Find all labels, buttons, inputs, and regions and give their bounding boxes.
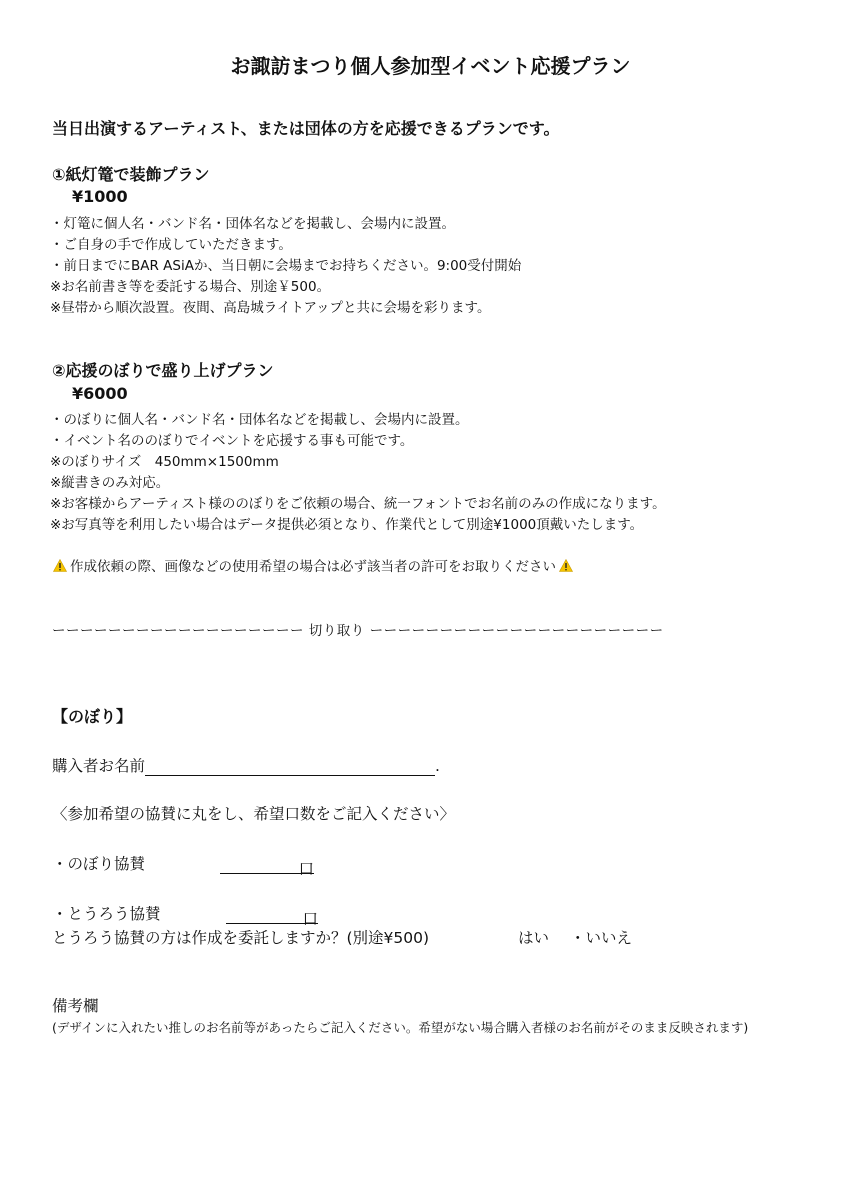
- warning-icon: [53, 559, 67, 572]
- cut-label: 切り取り: [308, 623, 365, 639]
- nobori-unit: 口: [298, 860, 314, 878]
- plan-1-line: ・前日までにBAR ASiAか、当日朝に会場までお持ちください。9:00受付開始: [50, 258, 522, 274]
- commission-no-option[interactable]: ・いいえ: [570, 929, 633, 947]
- cut-line: [52, 619, 664, 639]
- buyer-name-label: 購入者お名前: [52, 757, 146, 775]
- nobori-count-field[interactable]: [220, 857, 314, 878]
- plan-2-line: ※お客様からアーティスト様ののぼりをご依頼の場合、統一フォントでお名前のみの作成になります。: [50, 496, 666, 512]
- tourou-label: ・とうろう協賛: [52, 905, 161, 923]
- plan-2-price: ¥6000: [72, 384, 128, 403]
- buyer-name-suffix: .: [435, 757, 440, 775]
- plan-1-price: ¥1000: [72, 187, 128, 206]
- plan-1-line: ・ご自身の手で作成していただきます。: [50, 237, 292, 253]
- plan-1-line: ※お名前書き等を委託する場合、別途￥500。: [50, 279, 331, 295]
- intro-text: 当日出演するアーティスト、または団体の方を応援できるプランです。: [52, 119, 560, 138]
- tourou-row: [52, 902, 318, 928]
- plan-2-line: ※縦書きのみ対応。: [50, 475, 170, 491]
- plan-2-line: ・のぼりに個人名・バンド名・団体名などを掲載し、会場内に設置。: [50, 412, 469, 428]
- instruction-text: 〈参加希望の協賛に丸をし、希望口数をご記入ください〉: [52, 805, 456, 823]
- buyer-name-row: [52, 754, 440, 776]
- plan-1-heading: ①紙灯篭で装飾プラン: [52, 165, 210, 184]
- plan-2-line: ※のぼりサイズ 450mm×1500mm: [50, 454, 279, 470]
- commission-yes-option[interactable]: はい: [518, 929, 550, 947]
- warning-icon: [559, 559, 573, 572]
- tourou-count-field[interactable]: [226, 907, 318, 928]
- plan-2-line: ・イベント名ののぼりでイベントを応援する事も可能です。: [50, 433, 414, 449]
- cut-dashes-right: ーーーーーーーーーーーーーーーーーーーーー: [369, 623, 664, 639]
- tourou-unit: 口: [302, 910, 318, 928]
- page-title: お諏訪まつり個人参加型イベント応援プラン: [230, 54, 631, 78]
- remarks-label: 備考欄: [52, 997, 99, 1015]
- nobori-row: [52, 852, 314, 878]
- nobori-label: ・のぼり協賛: [52, 855, 146, 873]
- commission-row: [52, 926, 632, 948]
- form-section-title: 【のぼり】: [52, 707, 133, 726]
- cut-dashes-left: ーーーーーーーーーーーーーーーーーー: [52, 623, 304, 639]
- remarks-note: (デザインに入れたい推しのお名前等があったらご記入ください。希望がない場合購入者様のお名前がそのまま反映されます): [52, 1020, 749, 1035]
- plan-2-heading: ②応援のぼりで盛り上げプラン: [52, 361, 274, 380]
- warning-text: 作成依頼の際、画像などの使用希望の場合は必ず該当者の許可をお取りください: [70, 559, 556, 575]
- plan-2-line: ※お写真等を利用したい場合はデータ提供必須となり、作業代として別途¥1000頂戴いたします。: [50, 517, 644, 533]
- warning-line: [50, 555, 576, 575]
- plan-1-line: ※昼帯から順次設置。夜間、高島城ライトアップと共に会場を彩ります。: [50, 300, 491, 316]
- commission-question: とうろう協賛の方は作成を委託しますか？(別途¥500): [52, 929, 430, 947]
- buyer-name-field[interactable]: [145, 759, 435, 776]
- plan-1-line: ・灯篭に個人名・バンド名・団体名などを掲載し、会場内に設置。: [50, 216, 455, 232]
